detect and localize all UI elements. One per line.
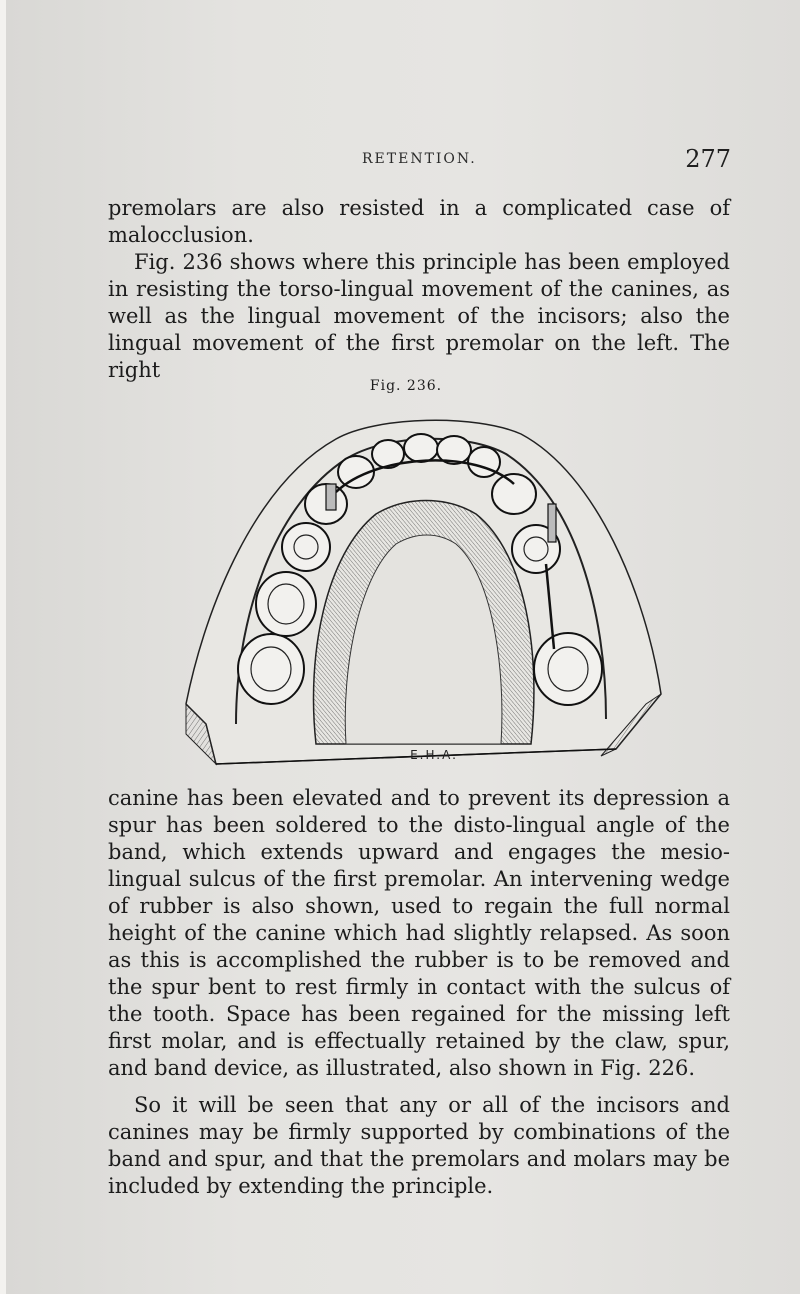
page-number: 277: [685, 145, 731, 173]
running-head: [106, 145, 731, 175]
paragraph-2: Fig. 236 shows where this principle has been employed in resisting the torso-lingual movement of the canines, as well as the lingual movement of the incisors; also the lingual movement of the first premolar on the left. The right: [108, 250, 730, 382]
paragraph-1: premolars are also resisted in a complicated case of malocclusion.: [108, 196, 730, 247]
running-title: RETENTION.: [362, 151, 477, 167]
illustrator-signature: E.H.A.: [410, 748, 458, 762]
paragraph-4: So it will be seen that any or all of the incisors and canines may be firmly supported by combinations of the band and spur, and that the premolars and molars may be included by extending the principle.: [108, 1093, 730, 1198]
dental-arch-icon: [176, 404, 676, 774]
figure-caption: Fig. 236.: [369, 378, 443, 394]
dental-arch-figure: [176, 404, 676, 774]
paragraph-3: canine has been elevated and to prevent its depression a spur has been soldered to the disto-lingual angle of the band, which extends upward and engages the mesio-lingual sulcus of the first premolar. An intervening wedge of rubber is also shown, used to regain the full normal height of the canine which had slightly relapsed. As soon as this is accomplished the rubber is to be removed and the spur bent to rest firmly in contact with the sulcus of the tooth. Space has been regained for the missing left first molar, and is effectually retained by the claw, spur, and band device, as illustrated, also shown in Fig. 226.: [108, 786, 730, 1080]
